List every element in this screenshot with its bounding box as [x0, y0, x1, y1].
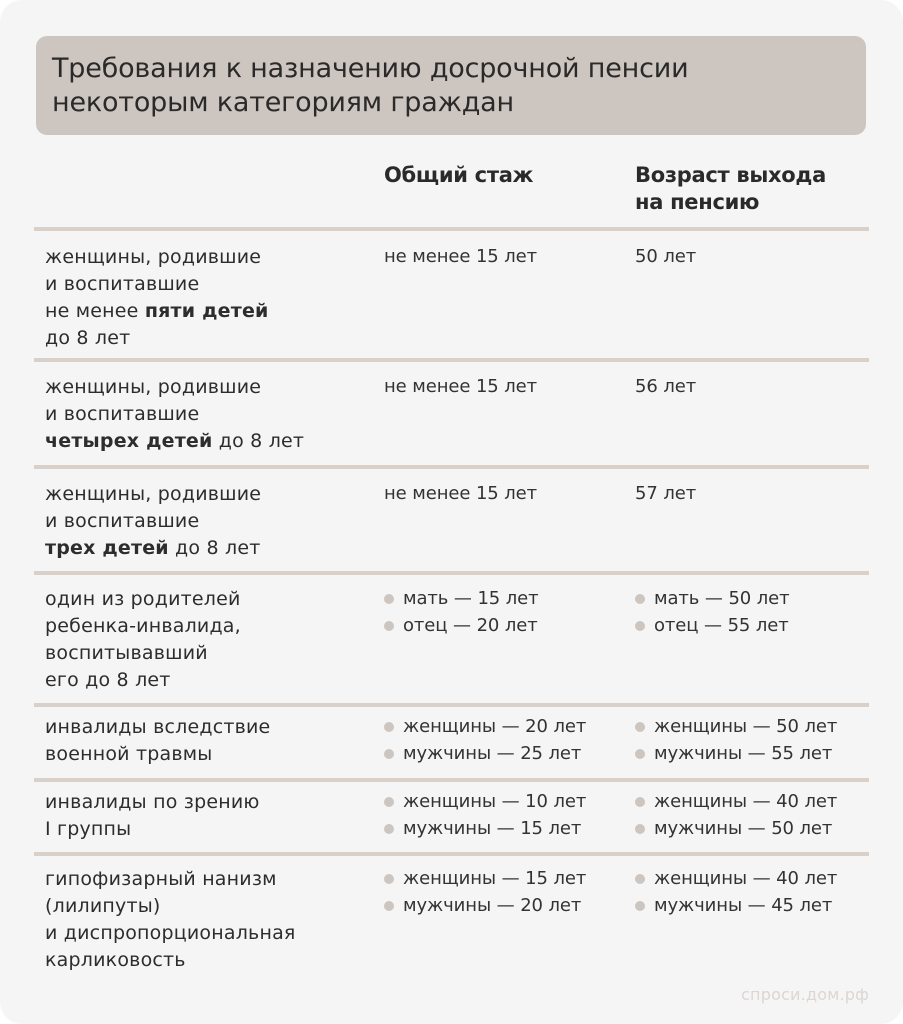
bullet-dot-icon — [635, 749, 645, 759]
row-divider — [34, 703, 869, 707]
age-bullet-item — [635, 585, 790, 612]
row-experience-cell — [384, 788, 586, 842]
category-label-emphasis: трех детей — [45, 537, 169, 559]
category-label-line — [45, 893, 296, 920]
age-text: 50 лет — [635, 246, 697, 267]
age-text: женщины — 50 лет — [654, 716, 838, 737]
category-label-line — [45, 920, 296, 947]
row-retirement-age-cell — [635, 373, 696, 400]
bullet-dot-icon — [635, 874, 645, 884]
row-experience-cell — [384, 373, 537, 400]
age-text: женщины — 40 лет — [654, 791, 838, 812]
row-retirement-age-cell — [635, 713, 837, 767]
age-value — [635, 480, 696, 507]
row-category-label — [45, 244, 269, 352]
bullet-dot-icon — [635, 621, 645, 631]
age-bullet-item — [635, 788, 837, 815]
category-label-line — [45, 586, 241, 613]
category-label-text: карликовость — [45, 949, 186, 971]
category-label-text: женщины, родившие — [45, 246, 262, 268]
row-retirement-age-cell — [635, 788, 837, 842]
category-label-line — [45, 428, 304, 455]
bullet-dot-icon — [384, 874, 394, 884]
bullet-dot-icon — [635, 797, 645, 807]
row-retirement-age-cell — [635, 865, 837, 919]
row-category-label — [45, 374, 304, 455]
bullet-dot-icon — [384, 749, 394, 759]
row-category-label — [45, 481, 261, 562]
experience-text: мужчины — 25 лет — [403, 743, 582, 764]
age-text: 57 лет — [635, 483, 697, 504]
age-text: мужчины — 50 лет — [654, 818, 833, 839]
category-label-line — [45, 947, 296, 974]
bullet-dot-icon — [635, 824, 645, 834]
bullet-dot-icon — [384, 621, 394, 631]
category-label-text: не менее — [45, 300, 145, 322]
age-text: мужчины — 45 лет — [654, 895, 833, 916]
category-label-line — [45, 271, 269, 298]
experience-bullet-item — [384, 740, 586, 767]
bullet-dot-icon — [384, 594, 394, 604]
category-label-text: до 8 лет — [212, 430, 305, 452]
age-value — [635, 373, 696, 400]
experience-text: не менее 15 лет — [384, 246, 538, 267]
experience-value — [384, 480, 537, 507]
experience-text: мужчины — 20 лет — [403, 895, 582, 916]
age-bullet-item — [635, 865, 837, 892]
experience-value — [384, 373, 537, 400]
age-text: женщины — 40 лет — [654, 868, 838, 889]
category-label-line — [45, 640, 241, 667]
row-retirement-age-cell — [635, 480, 696, 507]
age-text: отец — 55 лет — [654, 615, 789, 636]
column-header-age-line-1: Возраст выхода — [635, 163, 826, 187]
experience-text: мать — 15 лет — [403, 588, 539, 609]
experience-value — [384, 243, 537, 270]
bullet-dot-icon — [384, 901, 394, 911]
row-retirement-age-cell — [635, 243, 696, 270]
row-divider — [34, 358, 869, 362]
category-label-text: один из родителей — [45, 588, 241, 610]
experience-bullet-item — [384, 713, 586, 740]
experience-bullet-item — [384, 815, 586, 842]
category-label-line — [45, 667, 241, 694]
column-header-retirement-age — [635, 162, 826, 216]
age-bullet-item — [635, 815, 837, 842]
row-experience-cell — [384, 480, 537, 507]
age-bullet-item — [635, 612, 790, 639]
category-label-line — [45, 508, 261, 535]
category-label-text: воспитывавший — [45, 642, 208, 664]
experience-text: женщины — 20 лет — [403, 716, 587, 737]
experience-text: женщины — 10 лет — [403, 791, 587, 812]
age-value — [635, 243, 696, 270]
category-label-line — [45, 374, 304, 401]
bullet-dot-icon — [635, 722, 645, 732]
experience-bullet-item — [384, 612, 539, 639]
row-divider — [34, 852, 869, 856]
category-label-text: инвалиды вследствие — [45, 716, 271, 738]
category-label-text: гипофизарный нанизм — [45, 868, 277, 890]
category-label-emphasis: пяти детей — [144, 300, 269, 322]
age-bullet-item — [635, 892, 837, 919]
category-label-line — [45, 535, 261, 562]
category-label-line — [45, 325, 269, 352]
experience-bullet-item — [384, 585, 539, 612]
experience-bullet-item — [384, 788, 586, 815]
header-divider — [34, 227, 869, 231]
row-category-label — [45, 714, 270, 768]
category-label-text: и воспитавшие — [45, 273, 200, 295]
category-label-line — [45, 481, 261, 508]
age-bullet-item — [635, 740, 837, 767]
watermark: спроси.дом.рф — [741, 985, 869, 1004]
row-divider — [34, 571, 869, 575]
age-text: 56 лет — [635, 376, 697, 397]
bullet-dot-icon — [384, 722, 394, 732]
experience-text: не менее 15 лет — [384, 483, 538, 504]
category-label-text: и воспитавшие — [45, 403, 200, 425]
row-experience-cell — [384, 865, 586, 919]
experience-bullet-item — [384, 865, 586, 892]
category-label-line — [45, 613, 241, 640]
category-label-line — [45, 401, 304, 428]
category-label-line — [45, 244, 269, 271]
age-text: мать — 50 лет — [654, 588, 790, 609]
bullet-dot-icon — [635, 594, 645, 604]
bullet-dot-icon — [635, 901, 645, 911]
experience-text: не менее 15 лет — [384, 376, 538, 397]
row-category-label — [45, 789, 260, 843]
row-divider — [34, 778, 869, 782]
category-label-emphasis: четырех детей — [45, 430, 213, 452]
category-label-line — [45, 741, 270, 768]
category-label-line — [45, 816, 260, 843]
bullet-dot-icon — [384, 797, 394, 807]
category-label-text: женщины, родившие — [45, 483, 262, 505]
title-line-2: некоторым категориям граждан — [52, 87, 514, 118]
row-divider — [34, 465, 869, 469]
title-line-1: Требования к назначению досрочной пенсии — [52, 53, 689, 84]
category-label-text: до 8 лет — [45, 327, 131, 349]
category-label-text: инвалиды по зрению — [45, 791, 260, 813]
row-category-label — [45, 586, 241, 694]
experience-text: мужчины — 15 лет — [403, 818, 582, 839]
age-text: мужчины — 55 лет — [654, 743, 833, 764]
category-label-text: I группы — [45, 818, 132, 840]
category-label-line — [45, 298, 269, 325]
category-label-text: и диспропорциональная — [45, 922, 296, 944]
category-label-line — [45, 866, 296, 893]
experience-text: отец — 20 лет — [403, 615, 538, 636]
column-header-age-line-2: на пенсию — [635, 190, 760, 214]
column-header-experience-line-1: Общий стаж — [384, 163, 534, 187]
category-label-text: его до 8 лет — [45, 669, 171, 691]
row-retirement-age-cell — [635, 585, 790, 639]
row-experience-cell — [384, 243, 537, 270]
category-label-text: (лилипуты) — [45, 895, 161, 917]
age-bullet-item — [635, 713, 837, 740]
row-category-label — [45, 866, 296, 974]
category-label-text: ребенка-инвалида, — [45, 615, 241, 637]
category-label-text: военной травмы — [45, 743, 213, 765]
category-label-line — [45, 714, 270, 741]
category-label-text: женщины, родившие — [45, 376, 262, 398]
category-label-text: до 8 лет — [168, 537, 261, 559]
title-banner — [36, 36, 866, 135]
category-label-line — [45, 789, 260, 816]
experience-bullet-item — [384, 892, 586, 919]
bullet-dot-icon — [384, 824, 394, 834]
row-experience-cell — [384, 585, 539, 639]
row-experience-cell — [384, 713, 586, 767]
column-header-experience — [384, 162, 533, 189]
category-label-text: и воспитавшие — [45, 510, 200, 532]
experience-text: женщины — 15 лет — [403, 868, 587, 889]
